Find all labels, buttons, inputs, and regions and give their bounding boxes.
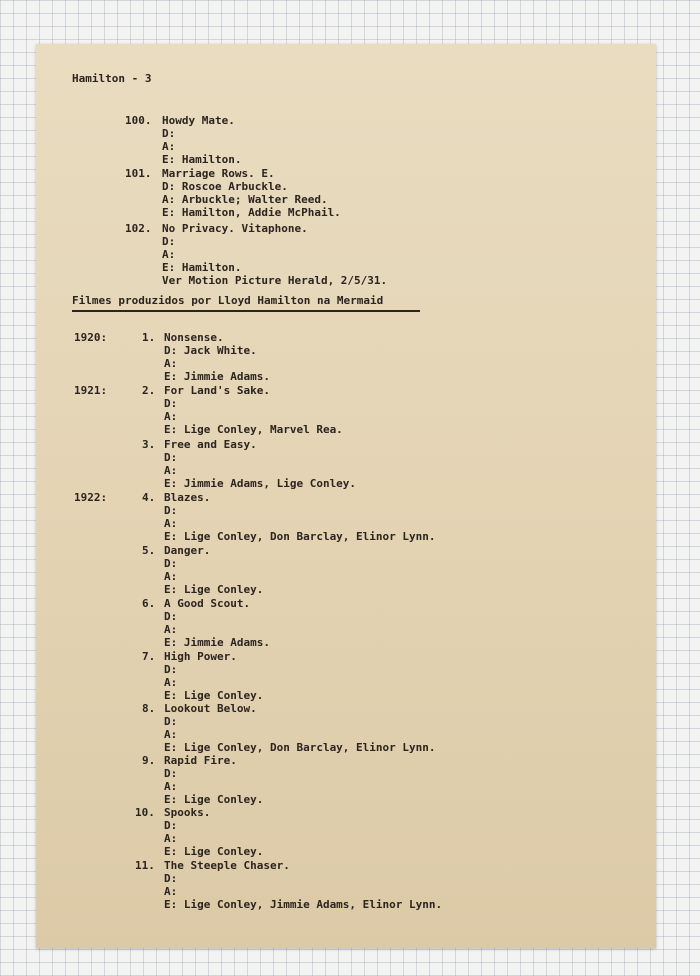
- entry-director: D: Roscoe Arbuckle.: [162, 180, 288, 193]
- film-number: 3.: [142, 438, 156, 451]
- film-title: Blazes.: [164, 491, 211, 504]
- entry-number: 101.: [125, 167, 152, 180]
- film-title: High Power.: [164, 650, 237, 663]
- film-title: The Steeple Chaser.: [164, 859, 290, 872]
- film-cast: E: Lige Conley, Marvel Rea.: [164, 423, 343, 436]
- film-cast: E: Lige Conley, Don Barclay, Elinor Lynn.: [164, 530, 436, 543]
- entry-cast: E: Hamilton.: [162, 153, 242, 166]
- film-director: D:: [164, 819, 178, 832]
- film-author: A:: [164, 885, 178, 898]
- film-author: A:: [164, 728, 178, 741]
- film-author: A:: [164, 464, 178, 477]
- film-title: Danger.: [164, 544, 211, 557]
- film-title: Nonsense.: [164, 331, 224, 344]
- film-number: 7.: [142, 650, 156, 663]
- film-author: A:: [164, 623, 178, 636]
- film-number: 10.: [135, 806, 155, 819]
- entry-author: A:: [162, 248, 176, 261]
- film-author: A:: [164, 676, 178, 689]
- entry-cast: E: Hamilton.: [162, 261, 242, 274]
- film-director: D:: [164, 610, 178, 623]
- year-label: 1921:: [74, 384, 108, 397]
- film-author: A:: [164, 832, 178, 845]
- film-cast: E: Lige Conley.: [164, 793, 264, 806]
- heading-underline: [72, 310, 420, 312]
- film-title: Spooks.: [164, 806, 211, 819]
- film-director: D:: [164, 451, 178, 464]
- film-number: 1.: [142, 331, 156, 344]
- film-cast: E: Lige Conley, Don Barclay, Elinor Lynn.: [164, 741, 436, 754]
- film-director: D:: [164, 715, 178, 728]
- entry-director: D:: [162, 235, 176, 248]
- film-director: D:: [164, 557, 178, 570]
- film-title: Lookout Below.: [164, 702, 257, 715]
- film-director: D:: [164, 663, 178, 676]
- film-title: Rapid Fire.: [164, 754, 237, 767]
- film-cast: E: Lige Conley, Jimmie Adams, Elinor Lynn.: [164, 898, 443, 911]
- film-cast: E: Jimmie Adams.: [164, 370, 270, 383]
- entry-author: A:: [162, 140, 176, 153]
- film-cast: E: Lige Conley.: [164, 845, 264, 858]
- film-number: 6.: [142, 597, 156, 610]
- page-header: Hamilton - 3: [72, 72, 152, 85]
- film-cast: E: Lige Conley.: [164, 689, 264, 702]
- entry-number: 100.: [125, 114, 152, 127]
- entry-title: Marriage Rows. E.: [162, 167, 275, 180]
- entry-director: D:: [162, 127, 176, 140]
- year-label: 1922:: [74, 491, 108, 504]
- film-number: 2.: [142, 384, 156, 397]
- year-label: 1920:: [74, 331, 108, 344]
- film-director: D:: [164, 872, 178, 885]
- entry-number: 102.: [125, 222, 152, 235]
- film-title: Free and Easy.: [164, 438, 257, 451]
- film-author: A:: [164, 357, 178, 370]
- typed-page: [36, 44, 656, 948]
- film-cast: E: Jimmie Adams.: [164, 636, 270, 649]
- film-number: 9.: [142, 754, 156, 767]
- film-title: For Land's Sake.: [164, 384, 270, 397]
- entry-title: Howdy Mate.: [162, 114, 235, 127]
- film-author: A:: [164, 517, 178, 530]
- film-cast: E: Lige Conley.: [164, 583, 264, 596]
- film-title: A Good Scout.: [164, 597, 251, 610]
- film-number: 5.: [142, 544, 156, 557]
- entry-title: No Privacy. Vitaphone.: [162, 222, 308, 235]
- entry-note: Ver Motion Picture Herald, 2/5/31.: [162, 274, 388, 287]
- film-cast: E: Jimmie Adams, Lige Conley.: [164, 477, 357, 490]
- film-number: 4.: [142, 491, 156, 504]
- entry-cast: E: Hamilton, Addie McPhail.: [162, 206, 341, 219]
- film-director: D:: [164, 504, 178, 517]
- film-author: A:: [164, 780, 178, 793]
- entry-author: A: Arbuckle; Walter Reed.: [162, 193, 328, 206]
- film-director: D: Jack White.: [164, 344, 257, 357]
- film-number: 11.: [135, 859, 155, 872]
- film-author: A:: [164, 570, 178, 583]
- film-director: D:: [164, 397, 178, 410]
- film-director: D:: [164, 767, 178, 780]
- film-author: A:: [164, 410, 178, 423]
- section-heading: Filmes produzidos por Lloyd Hamilton na Mermaid: [72, 294, 384, 307]
- film-number: 8.: [142, 702, 156, 715]
